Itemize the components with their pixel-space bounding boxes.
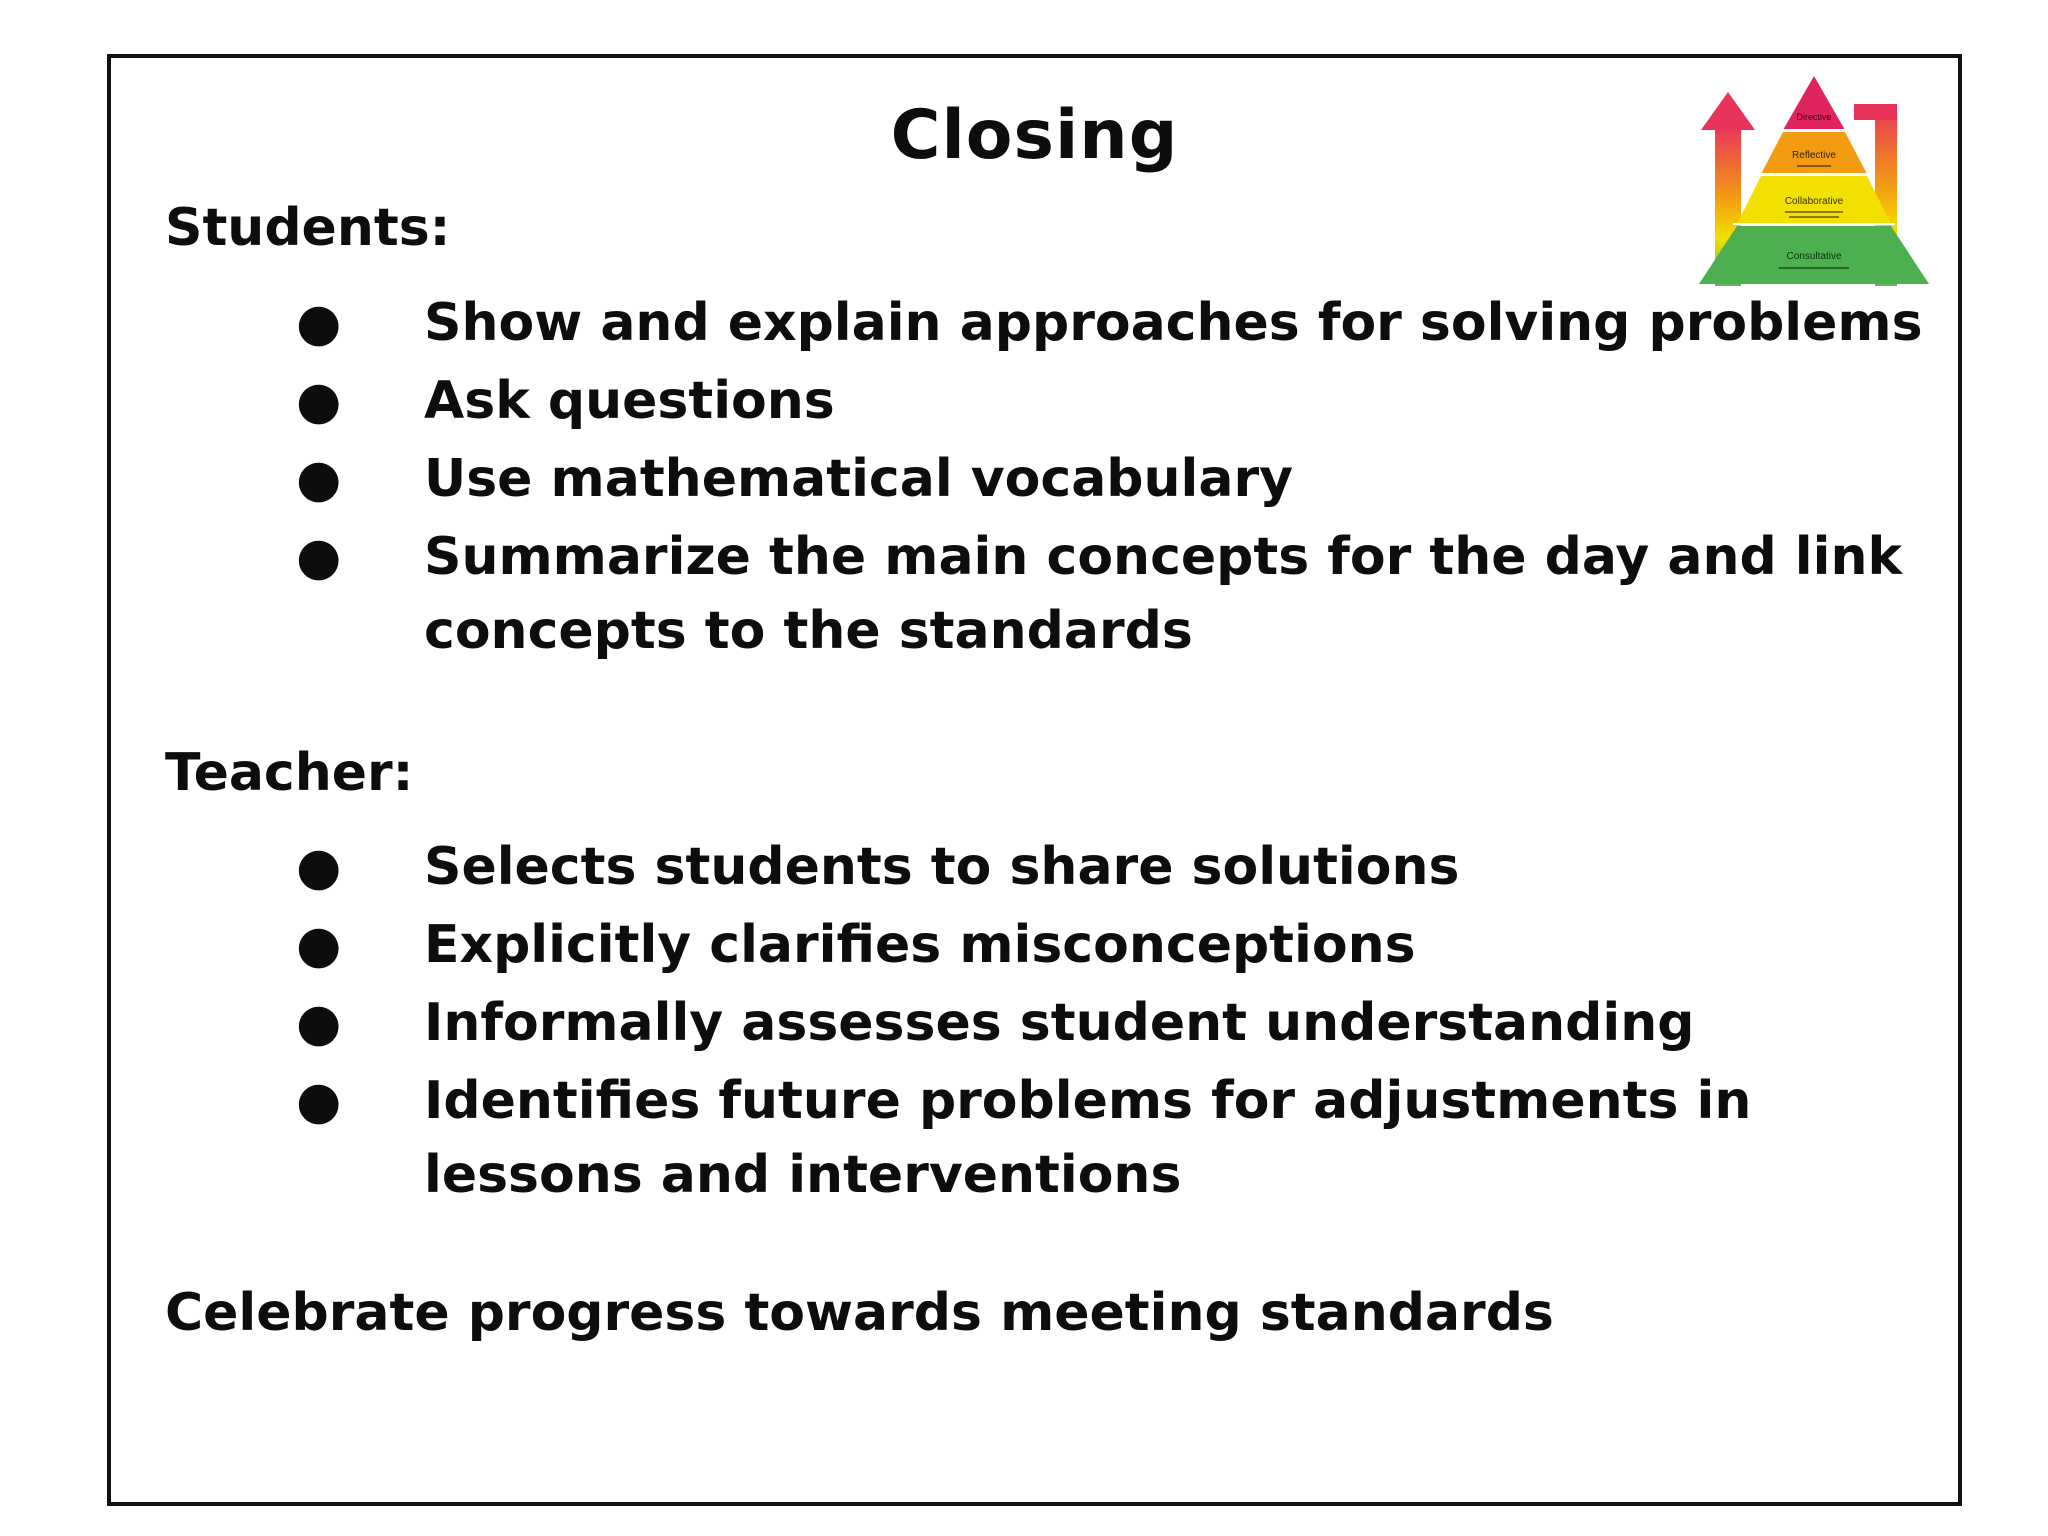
bullet-icon: ● [296, 837, 342, 897]
teacher-heading: Teacher: [165, 743, 414, 803]
slide-frame [107, 54, 1962, 1506]
pyramid-tier-label: Reflective [1792, 150, 1836, 161]
bullet-icon: ● [296, 527, 342, 587]
bullet-icon: ● [296, 993, 342, 1053]
pyramid-tier-label: Collaborative [1784, 196, 1844, 207]
list-item: ● Identifies future problems for adjustments in lessons and interventions [111, 1064, 1924, 1212]
list-item: ● Selects students to share solutions [111, 830, 1924, 904]
pyramid-tier-label: Consultative [1786, 251, 1842, 262]
pyramid-tier-label: Directive [1796, 112, 1832, 122]
bullet-icon: ● [296, 1071, 342, 1131]
bullet-icon: ● [296, 371, 342, 431]
teacher-list [111, 830, 1924, 1216]
list-item: ● Show and explain approaches for solving problems [111, 286, 1924, 360]
list-item: ● Ask questions [111, 364, 1924, 438]
list-item: ● Explicitly clarifies misconceptions [111, 908, 1924, 982]
list-item: ● Summarize the main concepts for the day and link concepts to the standards [111, 520, 1924, 668]
closing-statement: Celebrate progress towards meeting standards [165, 1283, 1554, 1343]
tiered-pyramid-icon [1679, 74, 1949, 304]
bullet-icon: ● [296, 449, 342, 509]
slide-title: Closing [890, 96, 1179, 175]
students-heading: Students: [165, 198, 451, 258]
students-list [111, 286, 1924, 672]
bullet-icon: ● [296, 293, 342, 353]
bullet-icon: ● [296, 915, 342, 975]
list-item: ● Use mathematical vocabulary [111, 442, 1924, 516]
list-item: ● Informally assesses student understanding [111, 986, 1924, 1060]
